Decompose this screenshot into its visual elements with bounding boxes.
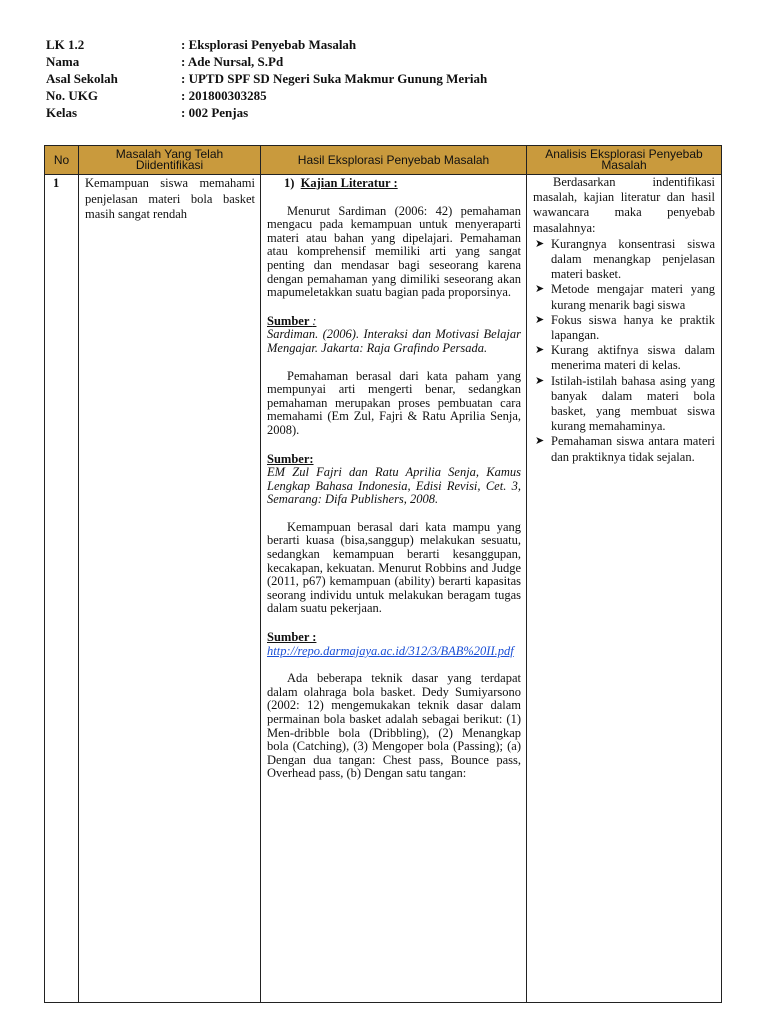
exploration-table	[44, 145, 722, 1003]
header-row-asal-sekolah: Asal Sekolah : UPTD SPF SD Negeri Suka Makmur Gunung Meriah	[46, 71, 488, 86]
arrow-bullet-icon: ➤	[535, 313, 545, 326]
sumber-text-2: EM Zul Fajri dan Ratu Aprilia Senja, Kamus Lengkap Bahasa Indonesia, Edisi Revisi, Cet. 3, Semarang: Difa Publishers, 2008.	[267, 465, 521, 507]
list-item: ➤ Kurangnya konsentrasi siswa dalam menangkap penjelasan materi basket.	[535, 236, 715, 282]
list-item: ➤ Kurang aktifnya siswa dalam menerima materi di kelas.	[535, 343, 715, 373]
paragraph-kemampuan: Kemampuan berasal dari kata mampu yang berarti kuasa (bisa,sanggup) melakukan sesuatu, sedangkan kemampuan berarti kesanggupan, kecakapan, kekuatan. Menurut Robbins and Judge (2011, p67) kemampuan (ability) berarti kapasitas seorang individu untuk melakukan beragam tugas dalam suatu pekerjaan.	[267, 519, 521, 616]
header-row-no-ukg: No. UKG : 201800303285	[46, 88, 267, 103]
list-item: ➤ Istilah-istilah bahasa asing yang banyak dalam materi bola basket, yang membuat siswa kurang memahaminya.	[535, 373, 715, 434]
paragraph-teknik-dasar: Ada beberapa teknik dasar yang terdapat dalam olahraga bola basket. Dedy Sumiyarsono (2002: 12) mengemukakan teknik dasar dalam permainan bola basket adalah sebagai berikut: (1) Men-dribble bola (Dribbling), (2) Menangkap bola (Catching), (3) Mengoper bola (Passing); (a) Dengan dua tangan: Chest pass, Bounce pass, Overhead pass, (b) Dengan satu tangan:	[267, 671, 521, 781]
paragraph-pemahaman: Pemahaman berasal dari kata paham yang mempunyai arti mengerti benar, sedangkan pemahaman merupakan proses pembuatan cara memahami (Em Zul, Fajri & Ratu Aprilia Senja, 2008).	[267, 368, 521, 437]
paragraph-sardiman: Menurut Sardiman (2006: 42) pemahaman mengacu pada kemampuan untuk menyeraparti materi atau bahan yang dipelajari. Pemahaman atau komprehensif memiliki arti yang sangat penting dan mendasar bagi seseorang karena dengan pemahaman yang dimiliki seseorang akan mapumeletakkan suatu bagian pada proporsinya.	[267, 203, 521, 300]
cell-masalah: Kemampuan siswa memahami penjelasan materi bola basket masih sangat rendah	[79, 175, 261, 1003]
arrow-bullet-icon: ➤	[535, 283, 545, 296]
arrow-bullet-icon: ➤	[535, 374, 545, 387]
cell-hasil	[261, 175, 527, 1003]
column-header-no: No	[45, 146, 79, 175]
header-row-nama: Nama : Ade Nursal, S.Pd	[46, 54, 284, 69]
column-header-analisis: Analisis Eksplorasi Penyebab Masalah	[527, 146, 722, 175]
sumber-text-1: Sardiman. (2006). Interaksi dan Motivasi Belajar Mengajar. Jakarta: Raja Grafindo Persada.	[267, 327, 521, 355]
arrow-bullet-icon: ➤	[535, 344, 545, 357]
list-item: ➤ Metode mengajar materi yang kurang menarik bagi siswa	[535, 282, 715, 312]
header-row-kelas: Kelas : 002 Penjas	[46, 105, 249, 120]
list-item: ➤ Pemahaman siswa antara materi dan praktiknya tidak sejalan.	[535, 434, 715, 464]
cell-no: 1	[45, 175, 79, 1003]
sumber-label-2: Sumber:	[267, 451, 314, 466]
sumber-link[interactable]: http://repo.darmajaya.ac.id/312/3/BAB%20II.pdf	[267, 643, 514, 658]
arrow-bullet-icon: ➤	[535, 435, 545, 448]
sumber-label-3: Sumber :	[267, 630, 317, 645]
penyebab-list	[533, 237, 715, 465]
sumber-label-1: Sumber :	[267, 313, 317, 328]
arrow-bullet-icon: ➤	[535, 237, 545, 250]
table-row	[45, 175, 722, 1003]
column-header-hasil: Hasil Eksplorasi Penyebab Masalah	[261, 146, 527, 175]
list-item: ➤ Fokus siswa hanya ke praktik lapangan.	[535, 312, 715, 343]
table-header-row	[45, 146, 722, 175]
header-row-lk: LK 1.2 : Eksplorasi Penyebab Masalah	[46, 37, 357, 52]
kajian-literatur-heading: 1) Kajian Literatur :	[284, 176, 398, 190]
cell-analisis	[527, 175, 722, 1003]
worksheet-header	[46, 36, 487, 121]
analisis-intro: Berdasarkan indentifikasi masalah, kajian literatur dan hasil wawancara maka penyebab masalahnya:	[533, 175, 715, 235]
column-header-masalah: Masalah Yang Telah Diidentifikasi	[79, 146, 261, 175]
